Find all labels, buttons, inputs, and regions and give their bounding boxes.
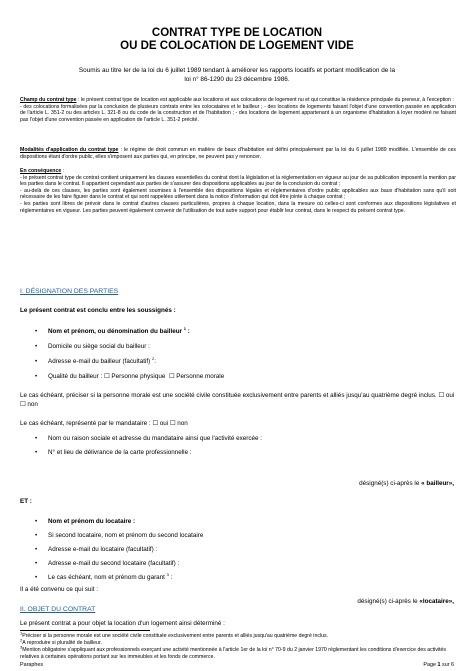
- footnote-1: $^1$Préciser si la personne morale est une société civile constituée exclusivement entre parents et alliés jusqu'au quatrième degré inclus.: [20, 630, 329, 639]
- bullet-icon: •: [35, 373, 38, 380]
- checkbox-mandataire-non[interactable]: ☐: [169, 420, 176, 427]
- modalites-paragraph: [20, 147, 456, 160]
- mandataire-name-label: Nom ou raison sociale et adresse du mandataire ainsi que l'activité exercée :: [48, 435, 263, 442]
- champ-text-2: - des colocations formalisées par la conclusion de plusieurs contrats entre les colocataires et le bailleur ; - des locations de logements faisant l'objet d'une convention passée en application de l'article L. 351-2 ou des articles L. 321-8 ou du code de la construction et de l'habitation ; - des locations de logement appartenant à un organisme d'habitation à loyer modéré ne faisant pas l'objet d'une convention passée en application de l'article L. 351-2 précité.: [20, 103, 456, 123]
- bullet-icon: •: [35, 328, 38, 335]
- modalites-label: Modalités d'application du contrat type: [20, 147, 119, 153]
- checkbox-morale[interactable]: ☐: [168, 373, 175, 380]
- second-locataire-email-label: Adresse e-mail du second locataire (facultatif) :: [48, 560, 180, 567]
- page-counter: Page 1 sur 6: [423, 662, 454, 668]
- consequence-text-1: - le présent contrat type de contrat contient uniquement les clauses essentielles du contrat dont la législation et la réglementation en vigueur au jour de sa publication imposent la mention par les parties dans le contrat. Il appartient cependant aux parties de s'assurer des dispositions applicables au jour de la conclusion du contrat ;: [20, 174, 457, 188]
- subtitle-line-2: loi n° 86-1290 du 23 décembre 1986.: [184, 76, 290, 83]
- consequence-label: En conséquence: [20, 168, 62, 174]
- bullet-icon: •: [35, 574, 38, 581]
- bullet-icon: •: [35, 560, 38, 567]
- footnote-3: $^3$Mention obligatoire s'appliquant aux professionnels exerçant une activité mentionnée à l'article 1er de la loi n° 70-9 du 2 janvier 1970 réglementant les conditions d'exercice des activités relatives à certaines opérations portant sur les immeubles et les fonds de commerce.: [20, 644, 446, 660]
- bullet-icon: •: [35, 546, 38, 553]
- second-locataire-label: Si second locataire, nom et prénom du second locataire: [48, 532, 204, 539]
- section-2-heading: II. OBJET DU CONTRAT: [20, 606, 96, 613]
- bullet-icon: •: [35, 358, 38, 365]
- convenu-text: Il a été convenu ce qui suit :: [20, 586, 99, 593]
- carte-pro-label: N° et lieu de délivrance de la carte professionnelle :: [48, 449, 192, 456]
- bailleur-qualite-row: [48, 373, 224, 381]
- garant-label: Le cas échéant, nom et prénom du garant $^3$ :: [48, 571, 173, 581]
- title-line-2: OU DE COLOCATION DE LOGEMENT VIDE: [120, 40, 354, 52]
- subtitle-line-1: Soumis au titre Ier de la loi du 6 juillet 1989 tendant à améliorer les rapports locatifs et portant modification de la: [78, 67, 396, 74]
- paraphes-label: Paraphes: [20, 662, 44, 668]
- locataire-name-label: Nom et prénom du locataire :: [48, 518, 136, 525]
- champ-label: Champ du contrat type: [20, 97, 77, 103]
- et-label: ET :: [20, 498, 32, 505]
- checkbox-physique[interactable]: ☐: [104, 373, 110, 380]
- section-1-heading: I. DÉSIGNATION DES PARTIES: [20, 288, 119, 295]
- title-line-1: CONTRAT TYPE DE LOCATION: [151, 27, 323, 39]
- bullet-icon: •: [35, 435, 38, 442]
- bailleur-name-label: Nom et prénom, ou dénomination du bailleur $^1$ :: [48, 325, 190, 335]
- modalites-text: : le régime de droit commun en matière de baux d'habitation est défini principalement par la loi du 6 juillet 1989 modifiée. L'ensemble de ces dispositions étant d'ordre public, elles s'imposent aux parties qui, en principe, ne peuvent pas y renoncer.: [20, 147, 457, 160]
- consequence-text-2: - au-delà de ces clauses, les parties sont également soumises à l'ensemble des dispositions légales et réglementaires d'ordre public applicables aux baux d'habitation sans qu'il soit nécessaire de les faire figurer dans le contrat et qui sont rappelées utilement dans la notice d'information qui doit être jointe à chaque contrat ;: [20, 187, 456, 201]
- checkbox-non[interactable]: ☐: [20, 401, 26, 408]
- bullet-icon: •: [35, 532, 38, 539]
- bullet-icon: •: [35, 518, 38, 525]
- designes-bailleur: désigné(s) ci-après le « bailleur»,: [359, 480, 454, 487]
- qualite-label: Qualité du bailleur :: [48, 373, 105, 380]
- mandataire-question: Le cas échéant, représenté par le mandataire : ☐ oui ☐ non: [20, 420, 188, 427]
- locataire-email-label: Adresse e-mail du locataire (facultatif) :: [48, 546, 158, 553]
- checkbox-oui[interactable]: ☐: [438, 392, 445, 399]
- bullet-icon: •: [35, 449, 38, 456]
- bailleur-domicile-label: Domicile ou siège social du bailleur :: [48, 343, 150, 350]
- consequence-paragraph: En conséquence : - le présent contrat type de contrat contient uniquement les clauses essentielles du contrat dont la législation et la réglementation en vigueur au jour de sa publication imposent la mention par les parties dans le contrat. Il appartient cependant aux parties de s'assurer des dispositions applicables au jour de la conclusion du contrat ; - au-delà de ces clauses, les parties sont également soumises à l'ensemble des dispositions légales et réglementaires d'ordre public applicables aux baux d'habitation sans qu'il soit nécessaire de les faire figurer dans le contrat et qui sont rappelées utilement dans la notice d'information qui doit être jointe à chaque contrat ; - les parties sont libres de prévoir dans le contrat d'autres clauses particulières, propres à chaque location, dans la mesure où celles-ci sont conformes aux dispositions législatives et réglementaires en vigueur. Les parties peuvent également convenir de l'utilisation de tout autre support pour établir leur contrat, dans le respect du présent contrat type.: [20, 168, 457, 214]
- qualite-option-morale: Personne morale: [176, 373, 225, 380]
- champ-text: : le présent contrat type de location est applicable aux locations et aux colocations de logement nu et qui constitue la résidence principale du preneur, à l'exception :: [76, 97, 454, 103]
- footnote-divider: [20, 630, 150, 631]
- section-2-lead: Le présent contrat a pour objet la location d'un logement ainsi déterminé :: [20, 620, 225, 627]
- consequence-text-3: - les parties sont libres de prévoir dans le contrat d'autres clauses particulières, propres à chaque location, dans la mesure où celles-ci sont conformes aux dispositions législatives et réglementaires en vigueur. Les parties peuvent également convenir de l'utilisation de tout autre support pour établir leur contrat, dans le respect du présent contrat type.: [20, 200, 456, 214]
- qualite-option-physique: Personne physique: [111, 373, 166, 380]
- checkbox-mandataire-oui[interactable]: ☐: [152, 420, 158, 427]
- bullet-icon: •: [35, 343, 38, 350]
- designes-locataire: désigné(s) ci-après le «locataire»,: [357, 598, 454, 605]
- footnote-2: $^2$A reproduire si pluralité de bailleur.: [20, 637, 102, 646]
- societe-civile-question: Le cas échéant, préciser si la personne morale est une société civile constituée exclusivement entre parents et alliés jusqu'au quatrième degré inclus. ☐ oui ☐ non: [20, 392, 455, 408]
- champ-paragraph: [20, 97, 456, 123]
- section-1-lead: Le présent contrat est conclu entre les soussignés :: [20, 307, 176, 314]
- bailleur-email-label: Adresse e-mail du bailleur (facultatif) $^2$:: [48, 355, 156, 365]
